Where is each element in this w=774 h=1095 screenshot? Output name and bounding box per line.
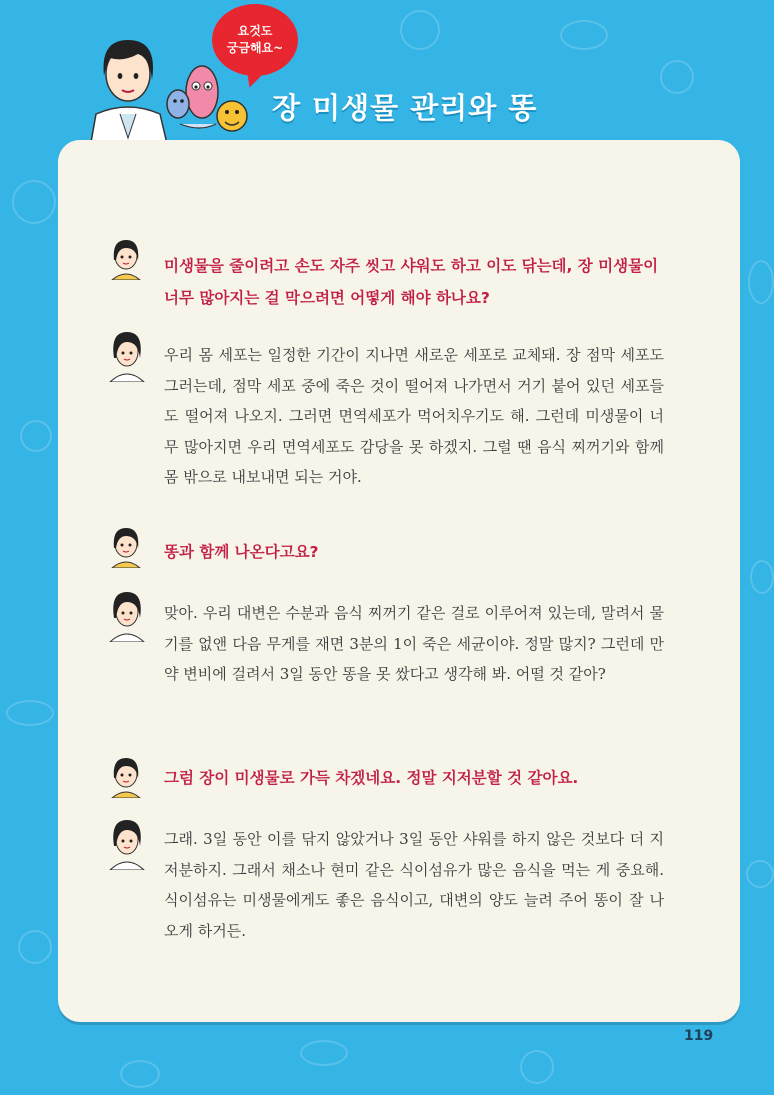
page-header: [0, 0, 774, 150]
page-title: 장 미생물 관리와 똥: [272, 91, 538, 125]
content-card: [58, 140, 740, 1022]
answer-text: 그래. 3일 동안 이를 닦지 않았거나 3일 동안 샤워를 하지 않은 것보다 더 지저분하지. 그래서 채소나 현미 같은 식이섬유가 많은 음식을 먹는 게 중요해. 식이섬유는 미생물에게도 좋은 음식이고, 대변의 양도 늘려 주어 똥이 잘 나오게 하거든.: [164, 830, 664, 940]
question-text: 똥과 함께 나온다고요?: [164, 543, 319, 561]
microbe-characters-illustration: [160, 62, 250, 140]
student-avatar-icon: [106, 236, 146, 280]
teacher-avatar-icon: [106, 588, 148, 642]
teacher-avatar-icon: [106, 816, 148, 870]
student-avatar-icon: [106, 524, 146, 568]
page-number: 119: [684, 1028, 714, 1044]
bubble-line-1: 요것도: [237, 24, 273, 38]
answer-text: 맞아. 우리 대변은 수분과 음식 찌꺼기 같은 걸로 이루어져 있는데, 말려서 물기를 없앤 다음 무게를 재면 3분의 1이 죽은 세균이야. 정말 많지? 그런데 만약 변비에 걸려서 3일 동안 똥을 못 쌌다고 생각해 봐. 어떨 것 같아?: [164, 604, 664, 683]
student-avatar-icon: [106, 754, 146, 798]
bubble-line-2: 궁금해요~: [226, 41, 284, 55]
question-text: 미생물을 줄이려고 손도 자주 씻고 샤워도 하고 이도 닦는데, 장 미생물이 너무 많아지는 걸 막으려면 어떻게 해야 하나요?: [164, 257, 659, 307]
teacher-avatar-icon: [106, 328, 148, 382]
answer-text: 우리 몸 세포는 일정한 기간이 지나면 새로운 세포로 교체돼. 장 점막 세포도 그러는데, 점막 세포 중에 죽은 것이 떨어져 나가면서 거기 붙어 있던 세포들도 떨어져 나오지. 그러면 면역세포가 먹어치우기도 해. 그런데 미생물이 너무 많아지면 우리 면역세포도 감당을 못 하겠지. 그럴 땐 음식 찌꺼기와 함께 몸 밖으로 내보내면 되는 거야.: [164, 346, 664, 486]
question-text: 그럼 장이 미생물로 가득 차겠네요. 정말 지저분할 것 같아요.: [164, 769, 579, 787]
